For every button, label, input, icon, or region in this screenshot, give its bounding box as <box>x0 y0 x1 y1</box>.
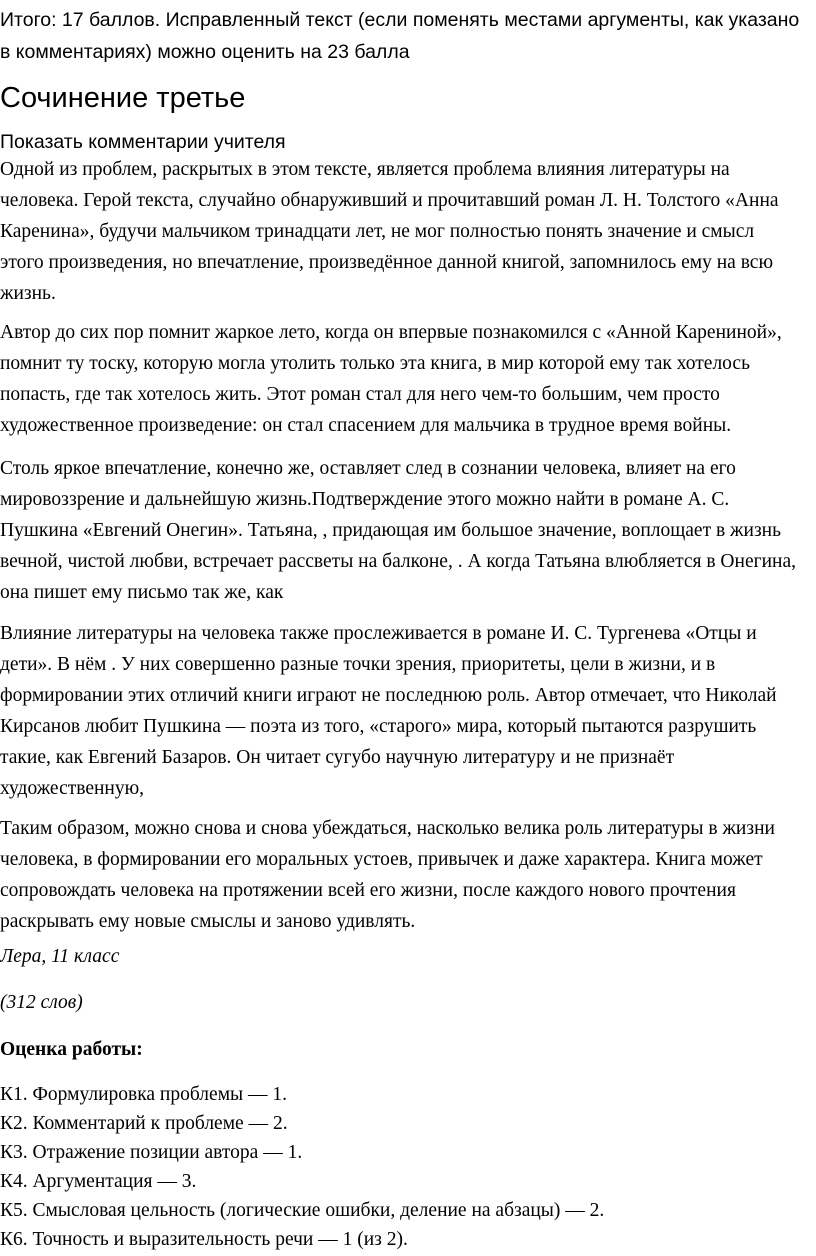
criterion-item: К6. Точность и выразительность речи — 1 (из 2). <box>0 1229 408 1250</box>
essay-author: Лера, 11 класс <box>0 946 120 967</box>
essay-paragraph: Столь яркое впечатление, конечно же, оставляет след в сознании человека, влияет на его мировоззрение и дальнейшую жизнь.Подтверждение этого можно найти в романе А. С. Пушкина «Евгений Онегин». Татьяна, , придающая им большое значение, воплощает в жизнь вечной, чистой любви, встречает рассветы на балконе, . А когда Татьяна влюбляется в Онегина, она пишет ему письмо так же, как <box>0 458 796 603</box>
criteria-list <box>0 1080 604 1254</box>
score-summary: Итого: 17 баллов. Исправленный текст (если поменять местами аргументы, как указано в комментариях) можно оценить на 23 балла <box>0 9 800 63</box>
show-teacher-comments-link[interactable]: Показать комментарии учителя <box>0 131 286 153</box>
criterion-item: К4. Аргументация — 3. <box>0 1171 197 1192</box>
essay-paragraph: Автор до сих пор помнит жаркое лето, когда он впервые познакомился с «Анной Карениной», помнит ту тоску, которую могла утолить только эта книга, в мир которой ему так хотелось попасть, где так хотелось жить. Этот роман стал для него чем-то большим, чем просто художественное произведение: он стал спасением для мальчика в трудное время войны. <box>0 322 782 436</box>
criterion-item: К5. Смысловая цельность (логические ошибки, деление на абзацы) — 2. <box>0 1200 605 1221</box>
essay-paragraph: Влияние литературы на человека также прослеживается в романе И. С. Тургенева «Отцы и дети». В нём . У них совершенно разные точки зрения, приоритеты, цели в жизни, и в формировании этих отличий книги играют не последнюю роль. Автор отмечает, что Николай Кирсанов любит Пушкина — поэта из того, «старого» мира, который пытаются разрушить такие, как Евгений Базаров. Он читает сугубо научную литературу и не признаёт художественную, <box>0 623 777 799</box>
criterion-item: К1. Формулировка проблемы — 1. <box>0 1084 288 1105</box>
essay-paragraph: Таким образом, можно снова и снова убеждаться, насколько велика роль литературы в жизни человека, в формировании его моральных устоев, привычек и даже характера. Книга может сопровождать человека на протяжении всей его жизни, после каждого нового прочтения раскрывать ему новые смыслы и заново удивлять. <box>0 818 775 932</box>
criterion-item: К2. Комментарий к проблеме — 2. <box>0 1113 288 1134</box>
essay-paragraph: Одной из проблем, раскрытых в этом тексте, является проблема влияния литературы на человека. Герой текста, случайно обнаруживший и прочитавший роман Л. Н. Толстого «Анна Каренина», будучи мальчиком тринадцати лет, не мог полностью понять значение и смысл этого произведения, но впечатление, произведённое данной книгой, запомнилось ему на всю жизнь. <box>0 159 779 304</box>
criterion-item: К3. Отражение позиции автора — 1. <box>0 1142 303 1163</box>
word-count: (312 слов) <box>0 992 83 1013</box>
grade-title: Оценка работы: <box>0 1039 143 1060</box>
essay-heading: Сочинение третье <box>0 82 246 114</box>
